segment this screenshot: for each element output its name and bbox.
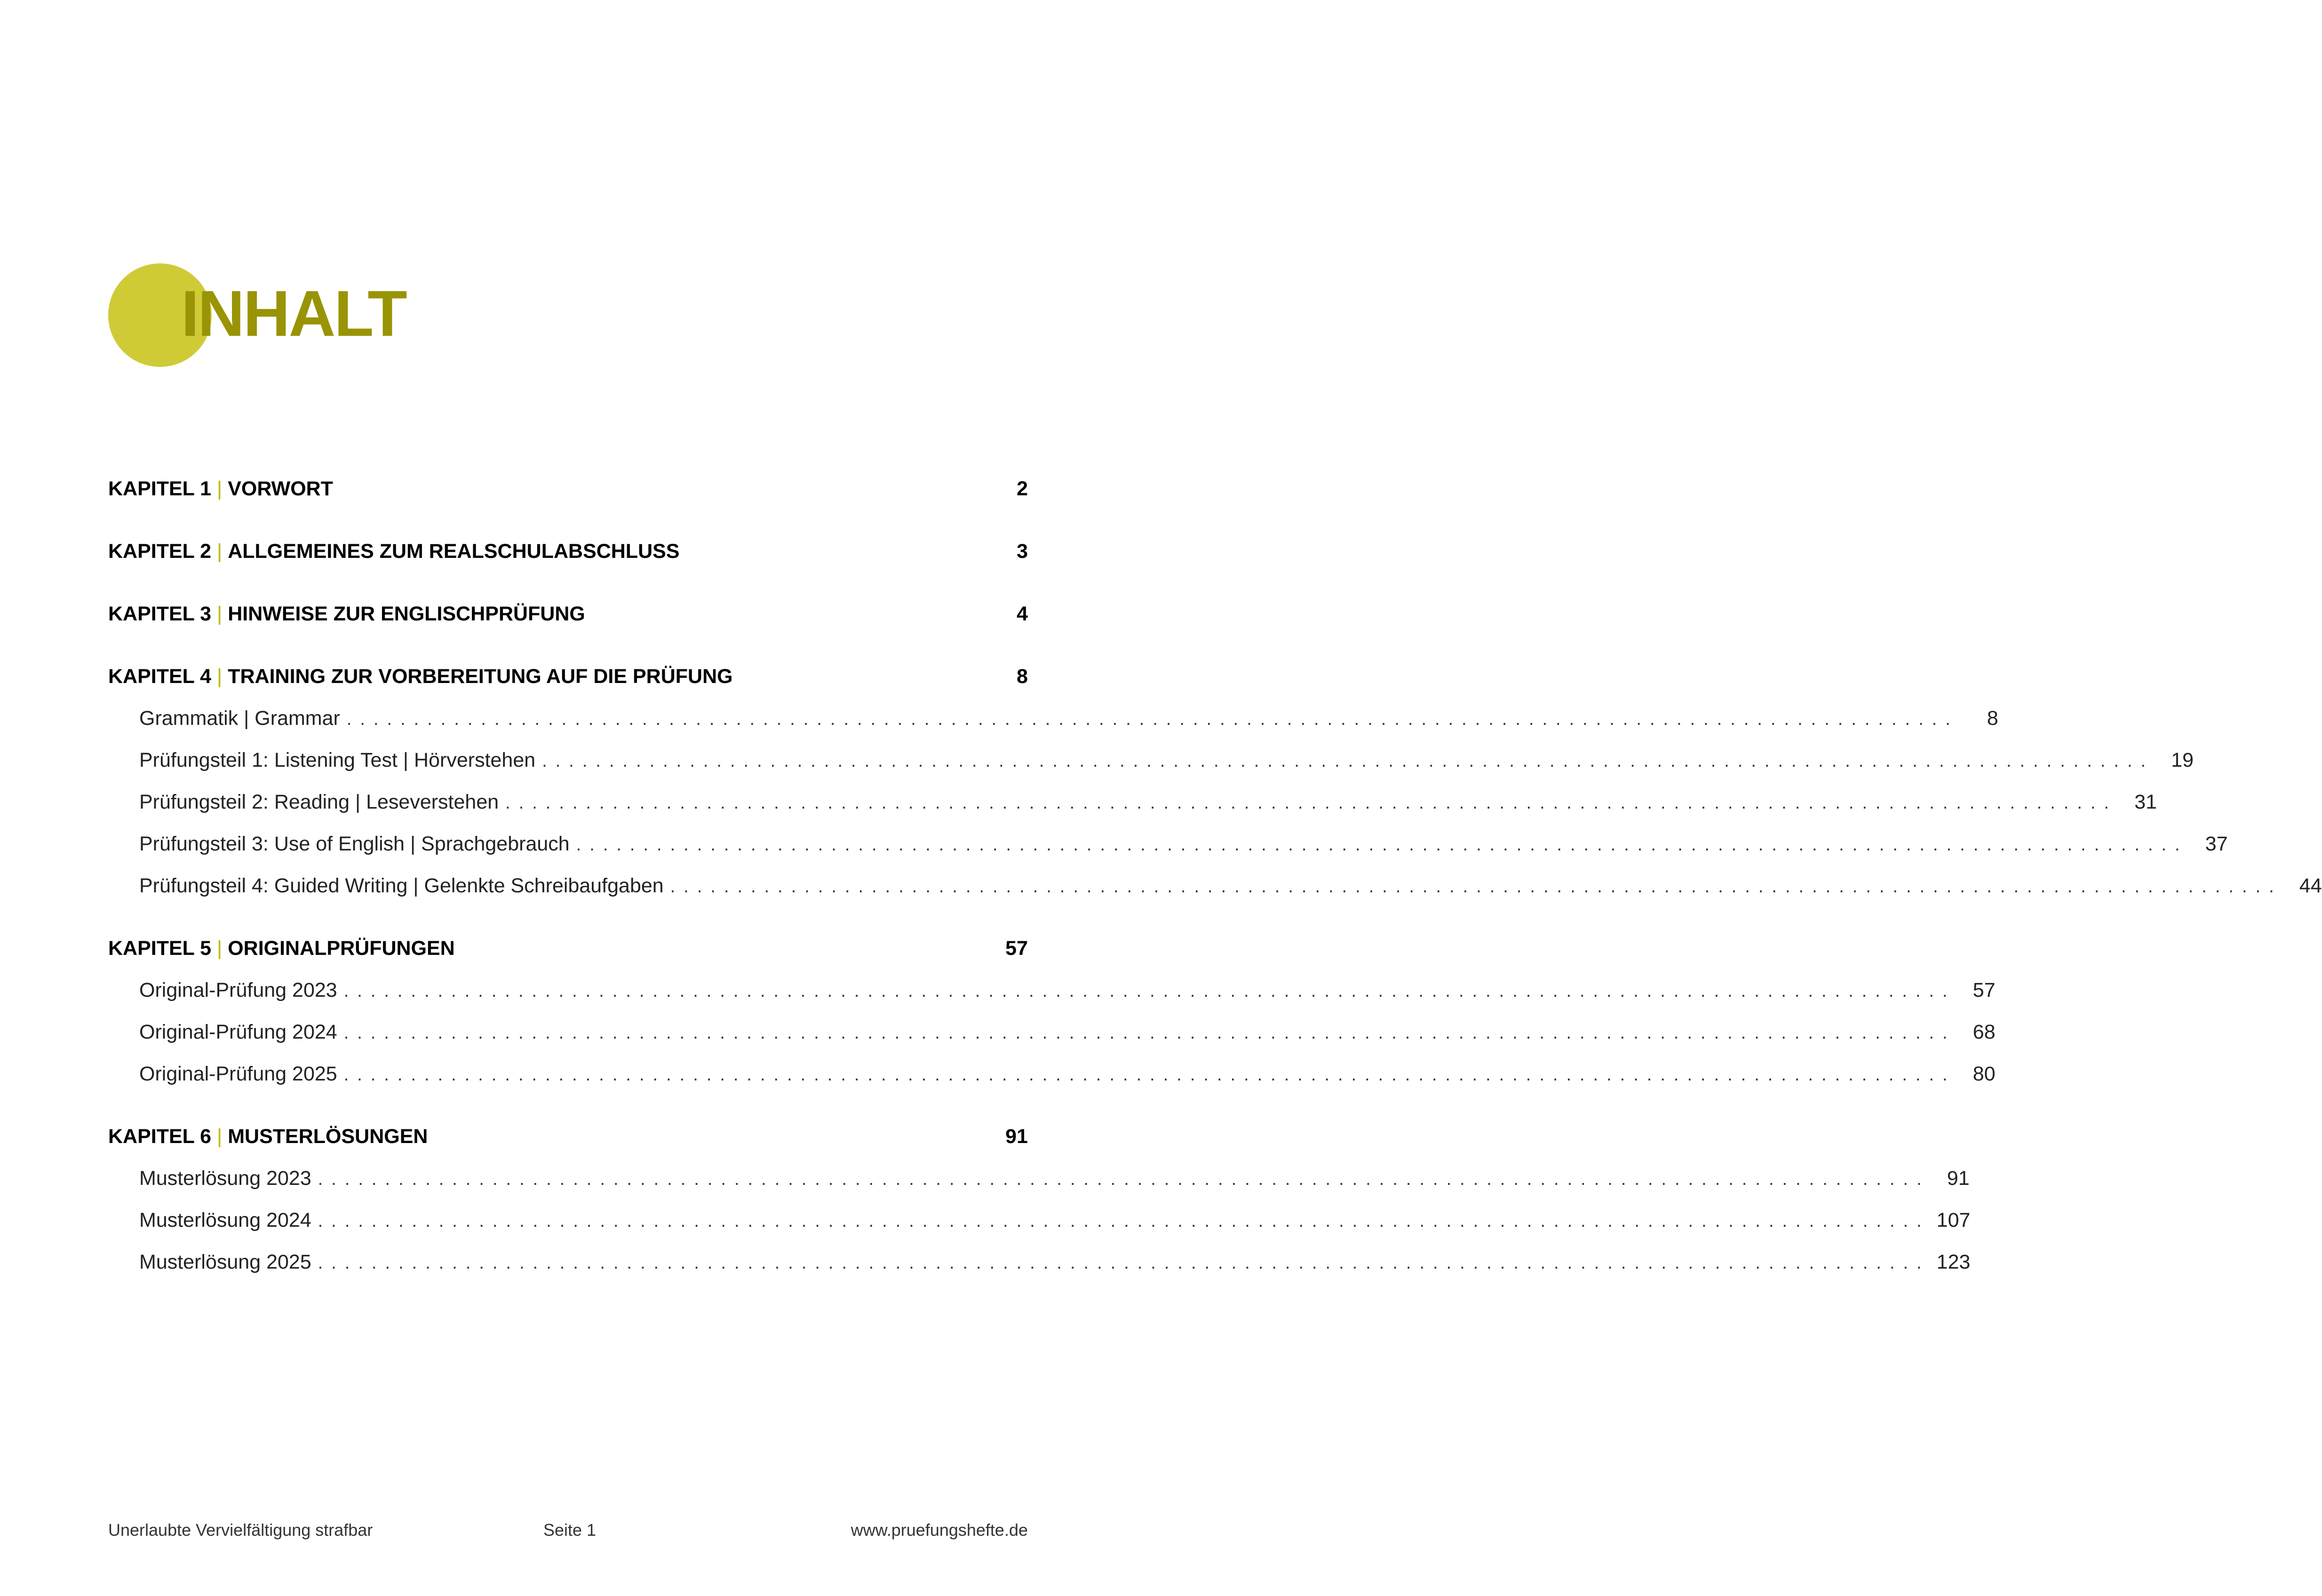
toc-entry[interactable] xyxy=(108,1021,1996,1063)
toc-entry-page-number: 57 xyxy=(1972,979,1996,1001)
toc-entry-page-number: 37 xyxy=(2205,833,2228,855)
toc-chapter xyxy=(108,1125,1971,1293)
chapter-title: ORIGINALPRÜFUNGEN xyxy=(228,937,455,960)
toc-entry-label: Prüfungsteil 2: Reading | Leseverstehen xyxy=(139,791,499,813)
chapter-number: KAPITEL 6 xyxy=(108,1125,212,1148)
chapter-page-number: 8 xyxy=(1017,665,1028,688)
toc-entry-label: Original-Prüfung 2025 xyxy=(139,1063,337,1085)
toc-entry-page-number: 68 xyxy=(1972,1021,1996,1043)
toc-chapter-heading[interactable] xyxy=(108,540,1028,582)
toc-dot-leader: ........................................................................................................................ xyxy=(343,1023,1956,1043)
toc-dot-leader: ........................................................................................................................ xyxy=(670,877,2282,897)
chapter-separator: | xyxy=(217,665,223,688)
toc-chapter-heading[interactable] xyxy=(108,665,1028,707)
toc-entry-label: Prüfungsteil 1: Listening Test | Hörverstehen xyxy=(139,749,536,771)
toc-entry[interactable] xyxy=(108,979,1996,1021)
toc-entry-page-number: 8 xyxy=(1987,707,1998,730)
toc-chapter xyxy=(108,937,1996,1104)
chapter-page-number: 4 xyxy=(1017,603,1028,625)
toc-chapter xyxy=(108,603,1028,644)
chapter-title: HINWEISE ZUR ENGLISCHPRÜFUNG xyxy=(228,603,585,625)
footer-website: www.pruefungshefte.de xyxy=(851,1520,1028,1540)
table-of-contents xyxy=(108,477,2322,1293)
toc-entry[interactable] xyxy=(108,874,2322,916)
chapter-separator: | xyxy=(217,603,223,625)
chapter-number: KAPITEL 2 xyxy=(108,540,212,563)
chapter-number: KAPITEL 4 xyxy=(108,665,212,688)
chapter-page-number: 57 xyxy=(1005,937,1028,960)
toc-chapter-heading[interactable] xyxy=(108,1125,1028,1167)
toc-entry[interactable] xyxy=(108,1209,1971,1251)
chapter-separator: | xyxy=(217,540,223,563)
footer-copyright-notice: Unerlaubte Vervielfältigung strafbar xyxy=(108,1520,373,1540)
toc-entry-page-number: 31 xyxy=(2134,791,2157,813)
toc-entry-label: Prüfungsteil 3: Use of English | Sprachgebrauch xyxy=(139,833,570,855)
toc-entry-label: Grammatik | Grammar xyxy=(139,707,340,730)
chapter-separator: | xyxy=(217,937,223,960)
toc-entry[interactable] xyxy=(108,1167,1970,1209)
chapter-page-number: 3 xyxy=(1017,540,1028,563)
toc-dot-leader: ........................................................................................................................ xyxy=(346,709,1959,729)
chapter-title: VORWORT xyxy=(228,477,333,500)
toc-entry-page-number: 80 xyxy=(1972,1063,1996,1085)
toc-entry[interactable] xyxy=(108,833,2228,874)
chapter-number: KAPITEL 3 xyxy=(108,603,212,625)
toc-dot-leader: ........................................................................................................................ xyxy=(343,981,1956,1001)
toc-dot-leader: ........................................................................................................................ xyxy=(542,751,2155,771)
toc-entry-page-number: 123 xyxy=(1936,1251,1971,1273)
toc-entry-page-number: 107 xyxy=(1936,1209,1971,1231)
toc-dot-leader: ........................................................................................................................ xyxy=(318,1253,1930,1273)
chapter-title: TRAINING ZUR VORBEREITUNG AUF DIE PRÜFUNG xyxy=(228,665,733,688)
chapter-separator: | xyxy=(217,1125,223,1148)
toc-entry-page-number: 91 xyxy=(1947,1167,1970,1190)
toc-dot-leader: ........................................................................................................................ xyxy=(576,835,2188,855)
chapter-number: KAPITEL 5 xyxy=(108,937,212,960)
toc-entry[interactable] xyxy=(108,1063,1996,1104)
chapter-title: ALLGEMEINES ZUM REALSCHULABSCHLUSS xyxy=(228,540,680,563)
toc-entry-label: Musterlösung 2025 xyxy=(139,1251,311,1273)
toc-entry[interactable] xyxy=(108,791,2157,833)
chapter-page-number: 2 xyxy=(1017,477,1028,500)
toc-chapter xyxy=(108,540,1028,582)
chapter-separator: | xyxy=(217,477,223,500)
chapter-page-number: 91 xyxy=(1005,1125,1028,1148)
footer-page-number: Seite 1 xyxy=(543,1520,596,1540)
toc-entry[interactable] xyxy=(108,749,2194,791)
chapter-title: MUSTERLÖSUNGEN xyxy=(228,1125,428,1148)
toc-entry-label: Musterlösung 2024 xyxy=(139,1209,311,1231)
page-title: INHALT xyxy=(181,278,406,350)
toc-dot-leader: ........................................................................................................................ xyxy=(505,793,2118,813)
toc-entry-label: Original-Prüfung 2023 xyxy=(139,979,337,1001)
toc-entry-label: Original-Prüfung 2024 xyxy=(139,1021,337,1043)
toc-chapter-heading[interactable] xyxy=(108,937,1028,979)
toc-entry-page-number: 19 xyxy=(2171,749,2194,771)
toc-dot-leader: ........................................................................................................................ xyxy=(318,1169,1930,1189)
toc-dot-leader: ........................................................................................................................ xyxy=(318,1211,1930,1231)
chapter-number: KAPITEL 1 xyxy=(108,477,212,500)
toc-chapter xyxy=(108,477,1028,519)
toc-dot-leader: ........................................................................................................................ xyxy=(343,1065,1956,1085)
toc-entry-label: Prüfungsteil 4: Guided Writing | Gelenkte Schreibaufgaben xyxy=(139,874,664,897)
page-title-block xyxy=(108,263,532,367)
toc-entry[interactable] xyxy=(108,1251,1971,1293)
toc-chapter xyxy=(108,665,2322,916)
toc-entry-label: Musterlösung 2023 xyxy=(139,1167,311,1190)
toc-chapter-heading[interactable] xyxy=(108,603,1028,644)
toc-chapter-heading[interactable] xyxy=(108,477,1028,519)
toc-entry[interactable] xyxy=(108,707,1998,749)
toc-entry-page-number: 44 xyxy=(2299,874,2322,897)
